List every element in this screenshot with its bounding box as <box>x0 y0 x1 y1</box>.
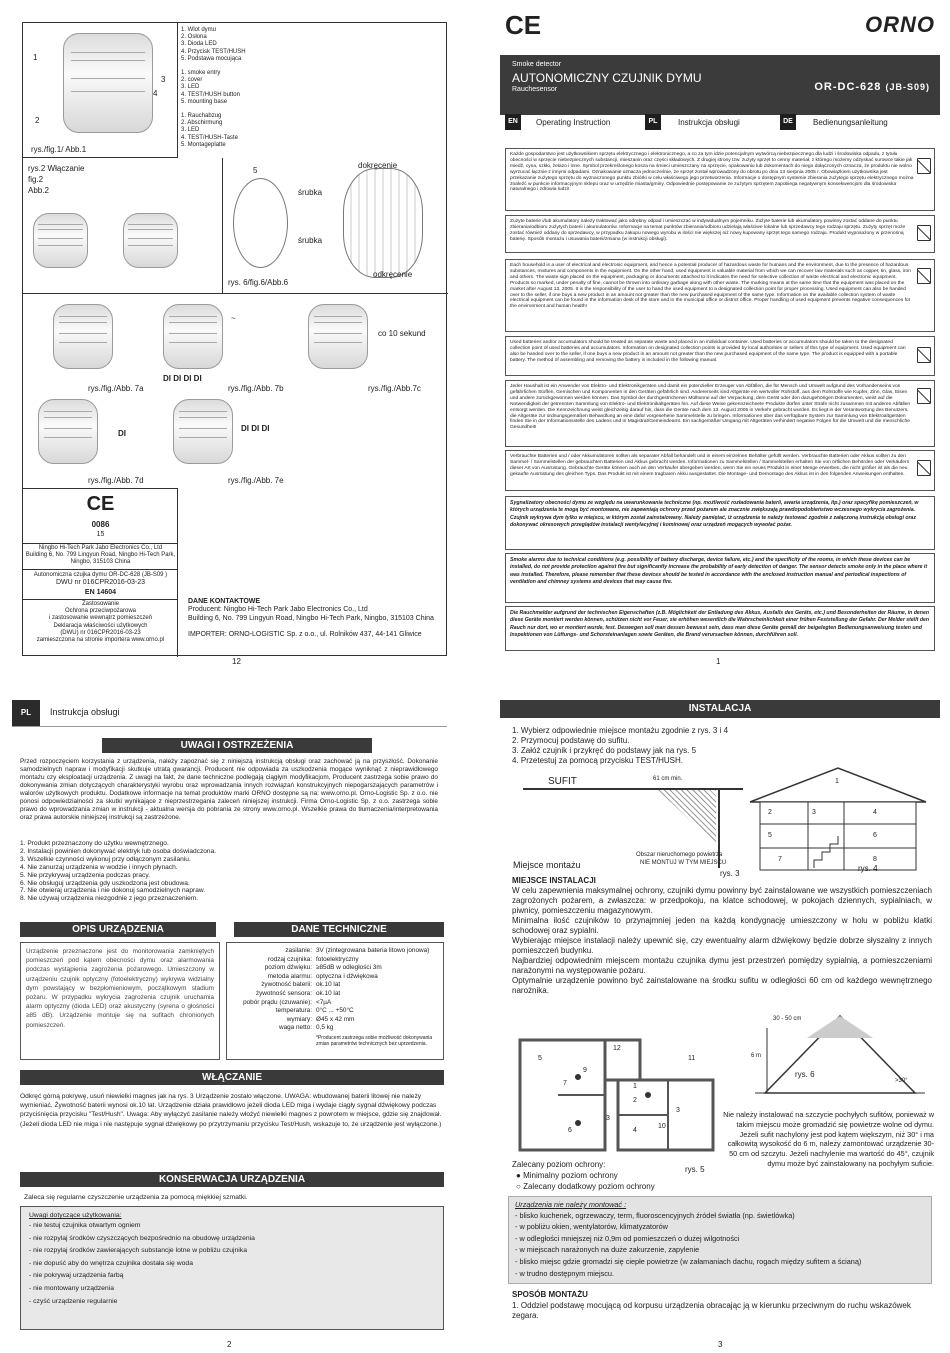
label-2: 2 <box>35 116 40 125</box>
uwagi-item: 8. Nie używaj urządzenia niezgodnie z jego przeznaczeniem. <box>20 895 199 903</box>
lang-flag-pl[interactable]: PL <box>645 114 661 130</box>
contact-line <box>188 623 443 631</box>
model: OR-DC-628 <box>814 81 882 93</box>
ce-number: 0086 <box>91 520 110 529</box>
cert-address <box>23 543 178 567</box>
mi-paragraph: Optymalnie urządzenie powinno być zainstalowane na środku sufitu w odległości 60 cm od każdego wewnętrznego narożnika. <box>512 976 932 995</box>
de-subtitle: Rauchesensor <box>512 86 558 93</box>
fig7e-caption: rys./fig./Abb. 7e <box>228 476 284 485</box>
page-2 <box>12 700 447 1340</box>
tech-key: temperatura: <box>275 1007 312 1015</box>
uwagi-uzytkowania-item: - nie dopuść aby do wnętrza czujnika dostała się woda <box>29 1259 193 1267</box>
uwagi-item: 2. Instalacji powinien dokonywać elektryk lub osoba doświadczona. <box>20 847 217 855</box>
ce-year: 15 <box>96 531 105 538</box>
uwagi-intro: Przed rozpoczęciem korzystania z urządzenia, należy zapoznać się z niniejszą instrukcją obsługi oraz zachować ją na przyszłość. Dokonanie samodzielnych napraw i modyfikacji skutkuje utratą gwarancji. Producent nie odpowiada za uszkodzenia mogące wyniknąć z nieprawidłowego montażu czy eksploatacji urządzenia. Z uwagi na fakt, że dane techniczne podlegają ciągłym modyfikacjom, Producent zastrzega sobie prawo do dokonywania zmian dotyczących charakterystyki wyrobu oraz wprowadzania innych rozwiązań konstrukcyjnych niepogarszających parametrów i walorów użytkowych produktu. Dodatkowe informacje na temat produktów marki ORNO dostępne są na: www.orno.pl. Orno-Logistic Sp. z o.o. nie ponosi odpowiedzialności za skutki wynikające z nieprzestrzegania zaleceń niniejszej instrukcji. Firma Orno-Logistic Sp. z o.o. zastrzega sobie prawo do wprowadzania zmian w instrukcji - aktualna wersja do pobrania ze strony www.orno.pl. Wszelkie prawa do tłumaczenia/interpretowania oraz prawa autorskie niniejszej instrukcji są zastrzeżone. <box>20 758 438 821</box>
room-7: 7 <box>778 856 782 863</box>
filled-dot-icon: ● <box>516 1171 521 1180</box>
cert-address-line: Ningbo, 315103 China <box>70 559 131 566</box>
tech-row <box>230 1016 440 1025</box>
legend-item: 1. Rauchabzug <box>181 113 222 120</box>
uwagi-list <box>20 840 438 903</box>
fig1-panel <box>23 23 178 158</box>
cm3050-label: 30 - 50 cm <box>773 1016 802 1022</box>
cert-dwu: DWU nr 016CPR2016-03-23 <box>55 579 146 586</box>
odkrecenie-label: odkręcenie <box>373 270 413 279</box>
waste-bin-icon <box>917 388 931 404</box>
main-title: AUTONOMICZNY CZUJNIK DYMU <box>512 71 702 85</box>
mi-paragraph: Minimalna ilość czujników to przynajmniej jeden na każdą kondygnację umieszczony w holu w pobliżu klatki schodowej oraz sypialni. <box>512 916 932 935</box>
empty-dot-icon: ○ <box>516 1182 521 1191</box>
uwagi-uzytkowania-item: - czyść urządzenie regularnie <box>29 1297 118 1305</box>
legend-item: 3. Dioda LED <box>181 41 217 48</box>
legend-item: 4. TEST/HUSH button <box>181 91 240 98</box>
fig7-panel <box>23 293 448 488</box>
co10-text: co 10 sekund <box>378 329 426 338</box>
cert-en: EN 14604 <box>84 589 117 596</box>
tech-value: fotoelektryczny <box>316 955 359 963</box>
parts-legend <box>181 27 301 149</box>
tech-key: żywotność baterii: <box>261 981 312 989</box>
sposob-text: 1. Oddziel podstawę mocującą od korpusu urządzenia obracając ją w kierunku przeciwnym do ruchu wskazówek zegara. <box>512 1301 911 1320</box>
fig7b-caption: rys./fig./Abb. 7b <box>228 384 284 393</box>
plan-3b: 3 <box>606 1115 610 1122</box>
fig6-slope <box>745 1008 935 1103</box>
waste-bin-icon <box>917 225 931 241</box>
mi-text <box>512 886 932 996</box>
model-alt: (JB-S09) <box>885 82 930 92</box>
ce-mark: CE <box>86 493 115 515</box>
fig2-caption-3: Abb.2 <box>28 186 49 195</box>
steps-list <box>512 726 728 766</box>
recycle-de-batt: Verbrauchte Batterien und / oder Akkumulatoren sollten als separater Abfall behandelt und in einem einzelnen Behälter gefüllt werden. Verbrauchte Batterien oder Akkus sollten zu den Sammel- / Sammelstellen der gebrauchten Batterien und Akkus gebracht werden. Informationen zu Sammelstellen / Sammelstellen erhalten Sie von örtlichen Behörden oder Verkäufern dieser Art von Ausrüstung. Gebrauchte Geräte können auch an den Verkäufer übergeben werden, wenn Sie ein neues Produkt in einer Menge erwerben, die nicht größer ist als die neu gekaufte Ausrüstung des gleichen Typs. Das Produkt ist mit einem tragbaren Akku ausgestattet. Die Montage- und Demontage des Akkus ist in den folgenden Anweisungen enthalten. <box>505 450 935 491</box>
legend-item: 2. Abschirmung <box>181 120 223 127</box>
niemontuj-label: NIE MONTUJ W TYM MIEJSCU <box>640 860 727 866</box>
nie-montowac-item: - w trudno dostępnym miejscu. <box>515 1268 614 1278</box>
legend-item: 2. Osłona <box>181 34 207 41</box>
fig3 <box>508 772 748 882</box>
lang-label-de[interactable]: Bedienungsanleitung <box>813 118 888 127</box>
waste-bin-icon <box>917 460 931 476</box>
tech-value: 0°C ... +50°C <box>316 1007 354 1015</box>
waste-bin-icon <box>917 158 931 174</box>
zalecany-min <box>516 1171 618 1181</box>
uwagi-item: 3. Wszelkie czynności wykonuj przy odłączonym zasilaniu. <box>20 855 191 863</box>
uwagi-uzytkowania-item: - nie rozpylaj środków czyszczących bezpośrednio na obudowę urządzenia <box>29 1234 255 1242</box>
miejsce-label: Miejsce montażu <box>513 860 581 870</box>
plan-12: 12 <box>613 1045 621 1052</box>
tech-key: waga netto: <box>278 1024 312 1032</box>
section-konserwacja: KONSERWACJA URZĄDZENIA <box>20 1172 444 1187</box>
legend-item: 3. LED <box>181 84 200 91</box>
cert-product: Autonomiczna czujka dymu OR-DC-628 (JB-S09 ) <box>23 569 178 579</box>
uwagi-item: 4. Nie zanurzaj urządzenia w wodzie i innych płynach. <box>20 863 178 871</box>
legend-item: 5. mounting base <box>181 98 228 105</box>
page-header: Instrukcja obsługi <box>50 707 120 717</box>
recycle-pl-batt: Zużyte baterie i/lub akumulatory należy traktować jako odrębny odpad i umieszczać w indywidualnym pojemniku. Zużyte baterie lub akumulatory powinny zostać oddane do punktu zbierania/odbioru zużytych baterii i akumulatorów. Informacje na temat punktów zbierania/odbioru udzielają właściwe lokalne lub sprzedawcy tego rodzaju sprzętu. Zużyty sprzęt może zostać również oddany do sprzedawcy, w przypadku zakupu nowego wyrobu w ilości nie większej niż nowy kupowany sprzęt tego samego rodzaju. Produkt wyposażony w przenośną baterię. Sposób montażu i usuwania baterii/zmiana (w instrukcji obsługi). <box>505 215 935 253</box>
fig6-caption: rys. 6/fig.6/Abb.6 <box>228 278 289 287</box>
waste-bin-icon <box>917 347 931 363</box>
nie-montowac-title: Urządzenia nie należy montować : <box>515 1200 627 1209</box>
tech-key: zasilanie: <box>285 947 312 954</box>
tech-row <box>230 947 440 956</box>
recycle-pl: Każde gospodarstwo jest użytkownikiem sprzętu elektrycznego i elektronicznego, a co za tym idzie potencjalnym wytwórcą niebezpiecznego dla ludzi i środowiska odpadu, z tytułu obecności w sprzęcie niebezpiecznych substancji, mieszanin oraz części składowych. Z drugiej strony tzw. zużyty sprzęt to cenny materiał, z którego możemy odzyskać surowce takie jak miedź, cyna, szkło, żelazo i inne. Symbol przekreślonego kosza na śmieci umieszczany na sprzęcie, opakowaniu lub dokumentach do niego dołączonych oznacza, że produktu nie wolno wyrzucać łącznie z innymi odpadami. Oznakowanie oznacza jednocześnie, że sprzęt został wprowadzony do obrotu po dniu 13 sierpnia 2005 r. Obowiązkiem użytkownika jest przekazanie zużytego sprzętu do wyznaczonego punktu zbiórki w celu właściwego jego przetworzenia. Informacje o dostępnym systemie zbierania zużytego sprzętu elektrycznego można znaleźć w punkcie informacyjnym sklepu oraz w urzędzie miasta/gminy. Odpowiednie postępowanie ze zużytym sprzętem zapobiega negatywnym konsekwencjom dla środowiska naturalnego i zdrowia ludzi! <box>505 148 935 211</box>
nie-montowac-item: - w odległości mniejszej niż 0,9m od pomieszczeń o dużej wilgotności <box>515 1233 740 1243</box>
tilde: ~ <box>231 314 236 323</box>
detector-7d <box>38 399 98 464</box>
warning-en: Smoke alarms due to technical conditions (e.g. possibility of battery discharge, device failure, etc.) and the specificity of the rooms, in which these devices can be installed, do not provide protection against fire but significantly increase the probability of early detection of danger. The sensor detects smoke only in the place where it was installed. Therefore, please remember that these devices should be tested in accordance with the enclosed instruction manual and periodical inspections of ventilation and chimney systems and devices that may cause fire. <box>505 553 935 603</box>
header-rule <box>12 726 447 727</box>
tech-value: <7µA <box>316 998 332 1006</box>
nie-montowac-item: - blisko kuchenek, ogrzewaczy, term, fluoroscencyjnych źródeł światła (np. świetlówka) <box>515 1210 795 1220</box>
uwagi-uzytkowania-title: Uwagi dotyczące użytkowania: <box>29 1212 122 1219</box>
tech-row <box>230 956 440 965</box>
page-flag-pl: PL <box>12 700 40 726</box>
room-6: 6 <box>873 832 877 839</box>
rys3-label: rys. 3 <box>720 869 740 878</box>
sufit-label: SUFIT <box>548 776 577 787</box>
page-12 <box>22 22 447 656</box>
tech-row <box>230 999 440 1008</box>
mounting-base-illustration <box>233 178 288 268</box>
uwagi-item: 6. Nie obsługuj urządzenia gdy uszkodzona jest obudowa. <box>20 879 190 887</box>
dokrecenie-label: dokręcenie <box>358 161 398 170</box>
zalecany-min-label: Minimalny poziom ochrony <box>523 1171 618 1180</box>
recycle-de: Jeder Haushalt ist ein Anwender von Elektro- und Elektronikgeräten und damit ein potenzieller Erzeuger von Abfällen, die für Mensch und Umwelt aufgrund des Vorhandenseins von gefährlichen Stoffen, Gemischen und Komponenten in den Geräten gefährlich sind. Andererseits sind Altgeräte ein wertvoller Rohstoff, aus dem Rohstoffe wie Kupfer, Zinn, Glas, Eisen und andere zurückgewonnen werden können. Das Symbol der durchgestrichenen Mülltonne auf der Verpackung, dem Gerät oder den dazugehörigen Dokumenten, weist auf die Notwendigkeit der getrennten Sammlung von Elektro- und Elektronikaltgeräten hin. Auf diese Weise gekennzeichnete Produkte dürfen unter Strafe nicht zusammen mit anderen Abfällen entsorgt werden. Die Kennzeichnung weist gleichzeitig darauf hin, dass die Geräte nach dem 13. August 2005 in Verkehr gebracht wurden. Es liegt in der Verantwortung des Benutzers, die Altgeräte zur ordnungsgemäßen Behandlung an eine dafür vorgesehene Sammelstelle zu bringen. Informationen über das verfügbare System zur Sammlung von Elektroaltgeräten finden Sie in der Informationsstelle des Ladens und in Magistrat/Gemeindeamt. Ein sachgemäßer Umgang mit Altgeräten verhindert negative Folgen für die Umwelt und die menschliche Gesundheit! <box>505 380 935 447</box>
contact-line: IMPORTER: ORNO-LOGISTIC Sp. z o.o., ul. Rolników 437, 44-141 Gliwice <box>188 631 422 639</box>
cover-illustration <box>343 168 423 278</box>
plan-4: 4 <box>633 1127 637 1134</box>
title-bar <box>500 55 940 115</box>
plan-3: 3 <box>676 1107 680 1114</box>
warning-pl: Sygnalizatory obecności dymu ze względu na uwarunkowania techniczne (np. możliwość rozładowania baterii, awaria urządzenia, itp.) oraz specyfikę pomieszczeń, w których urządzenia te mogą być montowane, nie zapewniają ochrony przed pożarem ale znacznie zwiększają prawdopodobieństwo wczesnego wykrycia zagrożenia. Czujnik wykrywa dym tylko w miejscu, w którym został zainstalowany. Należy pamiętać, iż urządzenia te należy testować zgodnie z załączoną instrukcją obsługi oraz dokonywać okresowych przeglądów instalacji wentylacyjnej i kominowej oraz urządzeń mogących wywołać pożar. <box>505 496 935 550</box>
subtitle: Smoke detector <box>512 61 562 68</box>
detector-open-right <box>123 213 178 268</box>
cert-address-line: Ningbo Hi-Tech Park Jabo Electronics Co., Ltd <box>38 545 163 551</box>
page-number-2: 2 <box>227 1340 232 1349</box>
ceiling-line <box>523 788 743 790</box>
rys5-label: rys. 5 <box>685 1165 705 1174</box>
cert-use-line: zamieszczona na stronie importera www.orno.pl <box>36 637 165 644</box>
cert-use-line: Ochrona przeciwpożarowa <box>64 608 137 615</box>
legend-item: 3. LED <box>181 127 200 134</box>
sposob-title: SPOSÓB MONTAŻU <box>512 1290 588 1299</box>
waste-bin-icon <box>917 268 931 284</box>
contact-line: Building 6, No. 799 Lingyun Road, Ningbo Hi-Tech Park, Ningbo, 315103 China <box>188 614 434 622</box>
zalecany-title: Zalecany poziom ochrony: <box>512 1160 606 1169</box>
di3-text: DI DI DI <box>241 424 270 433</box>
legend-item: 2. cover <box>181 77 203 84</box>
nie-montowac-item: - blisko miejsc gdzie gromadzi się ciepłe powietrze (w załamaniach dachu, rogach między sufitem a ścianą) <box>515 1256 862 1266</box>
cert-use-line: Zastosowanie <box>81 601 120 607</box>
uwagi-item: 5. Nie przykrywaj urządzenia podczas pracy. <box>20 871 150 879</box>
legend-item <box>181 63 301 70</box>
m6-label: 6 m <box>751 1053 762 1059</box>
step-item: 1. Wybierz odpowiednie miejsce montażu zgodnie z rys. 3 i 4 <box>512 726 729 735</box>
page-number-3: 3 <box>718 1340 723 1349</box>
fig2-panel <box>23 158 223 293</box>
plan-1: 1 <box>633 1083 637 1090</box>
detector-open-left <box>33 213 88 268</box>
di1-text: DI <box>118 429 126 438</box>
section-tech: DANE TECHNICZNE <box>234 922 444 937</box>
uwagi-uzytkowania-box <box>20 1206 444 1330</box>
detector-7a <box>53 304 113 369</box>
room-1: 1 <box>835 778 839 785</box>
fig2-caption-1: rys.2 Włączanie <box>28 164 85 173</box>
tech-key: rodzaj czujnika: <box>267 955 312 963</box>
plan-10: 10 <box>658 1123 666 1130</box>
nie-montowac-box <box>508 1196 932 1284</box>
room-8: 8 <box>873 856 877 863</box>
legend-item: 5. Montageplatte <box>181 141 226 148</box>
tech-note: *Producent zastrzega sobie możliwość dokonywania zmian parametrów technicznych bez uprzedzenia. <box>316 1034 433 1047</box>
lang-label-en[interactable]: Operating Instruction <box>536 118 611 127</box>
tech-row <box>230 990 440 999</box>
tech-row <box>230 1024 440 1033</box>
room-2: 2 <box>768 809 772 816</box>
contact-block <box>188 598 443 640</box>
tech-key: wymiary: <box>286 1015 312 1023</box>
plan-2: 2 <box>633 1097 637 1104</box>
di4-text: DI DI DI DI <box>163 374 202 383</box>
dead-air-zone <box>658 790 716 845</box>
legend-item: 4. Przycisk TEST/HUSH <box>181 48 246 55</box>
srubka-label-1: śrubka <box>298 188 323 197</box>
mi-title: MIEJSCE INSTALACJI <box>512 876 596 885</box>
legend-item: 1. smoke entry <box>181 70 221 77</box>
fig7c-caption: rys./fig./Abb.7c <box>368 384 421 393</box>
mi-paragraph: W celu zapewnienia maksymalnej ochrony, czujniki dymu powinny być zainstalowane we wszystkich pomieszczeniach zagrożonych pożarem, a zwłaszcza: w przedpokoju, na klatce schodowej, w pokojach dziennych, sypialniach, w piwnicy, pomieszczeniu magazynowym. <box>512 886 932 915</box>
brand-logo: ORNO <box>865 12 935 37</box>
mi-paragraph: Wybierając miejsce instalacji należy upewnić się, czy ewentualny alarm dźwiękowy będzie dobrze słyszalny z innych pomieszczeń budynku. <box>512 936 932 955</box>
plan-5: 5 <box>538 1055 542 1062</box>
recycle-en-batt: Used batteries and/or accumulators should be treated as separate waste and placed in an individual container. Used batteries or accumulators should be taken to the designated collection point of used batteries and accumulators. Information on designated collection points is provided by local authorities or sellers of this type of equipment. Used equipment can also be handed over to the seller, if one buys a new product in an amount not greater than the new purchased equipment of the same type. The product is equipped with a portable battery. The method of assembling and removing the battery is included in the following manual. <box>505 336 935 376</box>
label-3: 3 <box>161 75 166 84</box>
ce-certificate <box>23 488 178 657</box>
model-number <box>814 81 930 93</box>
language-bar <box>500 112 940 134</box>
tech-box <box>226 942 444 1060</box>
tech-key: pobór prądu (czuwanie): <box>243 998 312 1006</box>
fig4-house <box>748 764 928 874</box>
wlaczanie-text: Odkręć górną pokrywę, usuń niewielki magnes jak na rys. 3 Urządzenie zostało włączone. UWAGA: wbudowanej baterii litowej nie należy wymieniać. Żywotność baterii wynosi ok.10 lat. Urządzenie działa prawidłowo jeżeli dioda LED miga i wydaje ciągły sygnał dźwiękowy podczas przyciśnięcia przycisku "Test/Hush". Uwaga: Aby wyłączyć zasilanie należy włożyć niewielki magnes z powrotem w miejsce, gdzie się znajdował. (Jeżeli dioda LED nie miga i nie następuje sygnał dźwiękowy po przytrzymaniu przycisku Test/Hush, wskazuje to, że urządzenie jest wyłączone.) <box>20 1093 442 1128</box>
fig5-floorplan <box>518 1035 718 1160</box>
tech-value: 0,5 kg <box>316 1024 334 1032</box>
zalecany-add-label: Zalecany dodatkowy poziom ochrony <box>523 1182 655 1191</box>
contact-title: DANE KONTAKTOWE <box>188 598 261 605</box>
floorplan-svg <box>518 1035 718 1160</box>
fig2-caption-2: fig.2 <box>28 175 44 184</box>
fig7a-caption: rys./fig./Abb. 7a <box>88 384 144 393</box>
fig6-num-5: 5 <box>253 166 258 175</box>
section-wlaczanie: WŁĄCZANIE <box>20 1070 444 1085</box>
tech-value: ≥85dB w odległości 3m <box>316 964 382 972</box>
tech-row <box>230 973 440 982</box>
recycle-en: Each household is a user of electrical and electronic equipment, and hence a potential producer of hazardous waste for humans and the environment, due to the presence of hazardous substances, mixtures and components in the equipment. On the other hand, used equipment is valuable material from which we can recover raw materials such as copper, tin, glass, iron and others. The waste sign placed on the equipment, packaging or documents attached to it indicates the need for selective collection of waste electrical and electronic equipment. Products so marked, under penalty of fine, cannot be thrown into ordinary garbage along with other waste. The marking means at the same time that the equipment was placed on the market after August 13, 2005. It is the responsibility of the user to hand the used equipment to a designated collection point for proper processing. Used equipment can also be handed over to the seller, if one buys a new product in an amount not greater than the new purchased equipment of the same type. Information on the available collection system of waste electrical equipment can be found in the information desk of the store and in the municipal office or district office. Proper handling of used equipment prevents negative consequences for the environment and human health! <box>505 259 935 332</box>
room-3: 3 <box>812 809 816 816</box>
room-5: 5 <box>768 832 772 839</box>
detector-7e <box>173 399 233 464</box>
cert-address-line: Building 6, No. 799 Lingyun Road, Ningbo Hi-Tech Park, <box>25 552 176 559</box>
opis-box <box>20 942 220 1060</box>
rys6-label: rys. 6 <box>795 1070 815 1079</box>
uwagi-item: 7. Nie otwieraj urządzenia i nie dokonuj samodzielnych napraw. <box>20 887 206 895</box>
plan-6: 6 <box>568 1127 572 1134</box>
step-item: 2. Przymocuj podstawę do sufitu. <box>512 736 630 745</box>
nie-montowac-item: - w pobliżu okien, wentylatorów, klimatyzatorów <box>515 1222 668 1232</box>
nie-montowac-item: - w miejscach narażonych na duże zakurzenie, zapylenie <box>515 1245 700 1255</box>
uwagi-item: 1. Produkt przeznaczony do użytku wewnętrznego. <box>20 840 169 847</box>
step-item: 3. Załóż czujnik i przykręć do podstawy jak na rys. 5 <box>512 746 697 755</box>
label-1: 1 <box>33 53 38 62</box>
label-4: 4 <box>153 89 158 98</box>
section-instalacja: INSTALACJA <box>500 700 940 718</box>
ce-logo: CE <box>505 10 542 40</box>
plan-7: 7 <box>563 1080 567 1087</box>
section-uwagi: UWAGI I OSTRZEŻENIA <box>102 738 372 753</box>
lang-flag-en[interactable]: EN <box>505 114 521 130</box>
tech-key: metoda alarmu: <box>267 972 312 980</box>
legend-item: 5. Podstawa mocująca <box>181 55 242 62</box>
tech-key: poziom dźwięku: <box>264 964 312 972</box>
legend-item: 4. TEST/HUSH-Taste <box>181 134 238 141</box>
contact-line: Producent: Ningbo Hi-Tech Park Jabo Electronics Co., Ltd <box>188 606 368 614</box>
detector-7b <box>163 304 223 369</box>
obszar-label: Obszar nieruchomego powietrza <box>636 852 723 858</box>
uwagi-uzytkowania-item: - nie pokrywaj urządzenia farbą <box>29 1272 124 1280</box>
warning-de: Die Rauchmelder aufgrund der technischen Eigenschaften (z.B. Möglichkeit der Entladung des Akkus, Ausfalls des Geräts, etc.) und Besonderheiten der Räume, in denen diese Geräte montiert werden können, schützen nicht vor Feuer, sie erhöhen wesentlich die Wahrscheinlichkeit einer frühen Feststellung der Gefahr. Der Melder stellt den Rauch nur dort, wo er montiert wurde, fest. Deswegen soll man dessen bewusst sein, dass man diese Geräte gemäß der beigelegten Bedienungsanweisung testen und Inspektionen von Lüftungs- und Schorsteinanlagen sowie Geräten, die Brand verursachen können, durchführen soll. <box>505 606 935 651</box>
cert-use-line: Deklaracja właściwości użytkowych <box>53 622 148 629</box>
legend-item: 1. Wlot dymu <box>181 27 217 33</box>
page-number-1: 1 <box>716 657 721 666</box>
cm61-label: 61 cm min. <box>653 776 683 782</box>
srubka-label-2: śrubka <box>298 236 323 245</box>
detector-7c <box>308 304 368 369</box>
rys4-label: rys. 4 <box>858 864 878 873</box>
section-opis: OPIS URZĄDZENIA <box>20 922 216 937</box>
tech-row <box>230 1007 440 1016</box>
zalecany-add <box>516 1182 655 1192</box>
opis-text: Urządzenie przeznaczone jest do monitorowania zamkniętych pomieszczeń pod kątem obecności dymu oraz alarmowania podczas wystąpienia zagrożenia pożarowego. Umieszczony w urządzeniu czujnik optyczny (fotoelektryczny) wykrywa widzialny dym powstający w bezpłomieniowym, początkowym stadium pożaru. W przypadku wykrycia zagrożenia czujnik uruchamia alarm optyczny (dioda LED) oraz akustyczny (syrena o głośności ≥85 dB). Urządzenie montuje się na sufitach chronionych pomieszczeń. <box>26 948 214 1029</box>
tech-value: 3V (zintegrowana bateria litowo jonowa) <box>316 947 430 954</box>
plan-9: 9 <box>583 1067 587 1074</box>
uwagi-uzytkowania-item: - nie testuj czujnika otwartym ogniem <box>29 1222 141 1229</box>
tech-value: ok.10 lat <box>316 981 341 989</box>
tech-value: optyczna i dźwiękowa <box>316 972 378 980</box>
uwagi-uzytkowania-item: - nie montowany urządzenia <box>29 1284 115 1292</box>
tech-row <box>230 981 440 990</box>
tech-value: Ø45 x 42 mm <box>316 1015 355 1023</box>
page-3 <box>500 700 940 1340</box>
fig1-caption: rys./fig.1/ Abb.1 <box>31 145 87 154</box>
detector-illustration <box>63 33 153 133</box>
uwagi-uzytkowania-item: - nie rozpylaj środków zawierających substancje lotne w pobliżu czujnika <box>29 1247 247 1255</box>
tech-row <box>230 964 440 973</box>
konserwacja-text: Zaleca się regularne czyszczenie urządzenia za pomocą miękkiej szmatki. <box>24 1194 248 1201</box>
fig7d-caption: rys./fig./Abb. 7d <box>88 476 144 485</box>
lang-label-pl[interactable]: Instrukcja obsługi <box>678 118 740 127</box>
lang-flag-de[interactable]: DE <box>780 114 796 130</box>
fig6-panel <box>223 158 448 293</box>
deg30-label: >30° <box>895 1078 908 1084</box>
page-number-12: 12 <box>232 657 241 666</box>
tech-key: żywotność sensora: <box>255 989 312 997</box>
cert-use-line: i zastosowanie wewnątrz pomieszczeń <box>48 615 153 622</box>
cert-use-line: (DWU) nr 016CPR2016-03-23 <box>60 629 141 636</box>
legend-item <box>181 106 301 113</box>
plan-11: 11 <box>688 1055 696 1062</box>
tech-value: ok.10 lat <box>316 989 341 997</box>
step-item: 4. Przetestuj za pomocą przycisku TEST/HUSH. <box>512 756 684 765</box>
slope-text: Nie należy instalować na szczycie pochyłych sufitów, ponieważ w takim miejscu może gromadzić się powietrze wolne od dymu. Jeżeli sufit nachylony jest pod kątem większym, niż 30° i ma całkowitą wysokość do 6 m, należy zamontować urządzenie 30-50 cm od szczytu. Jeżeli nachylenie ma wartość do 45°, czujnik dymu może być zainstalowany na pochyłym suficie. <box>723 1110 934 1168</box>
mi-paragraph: Najbardziej odpowiednim miejscem montażu czujnika dymu jest przestrzeń pomiędzy sypialnią, a pomieszczeniami narażonymi na występowanie pożaru. <box>512 956 932 975</box>
room-4: 4 <box>873 809 877 816</box>
page-1 <box>500 10 940 660</box>
cert-use <box>23 599 178 644</box>
